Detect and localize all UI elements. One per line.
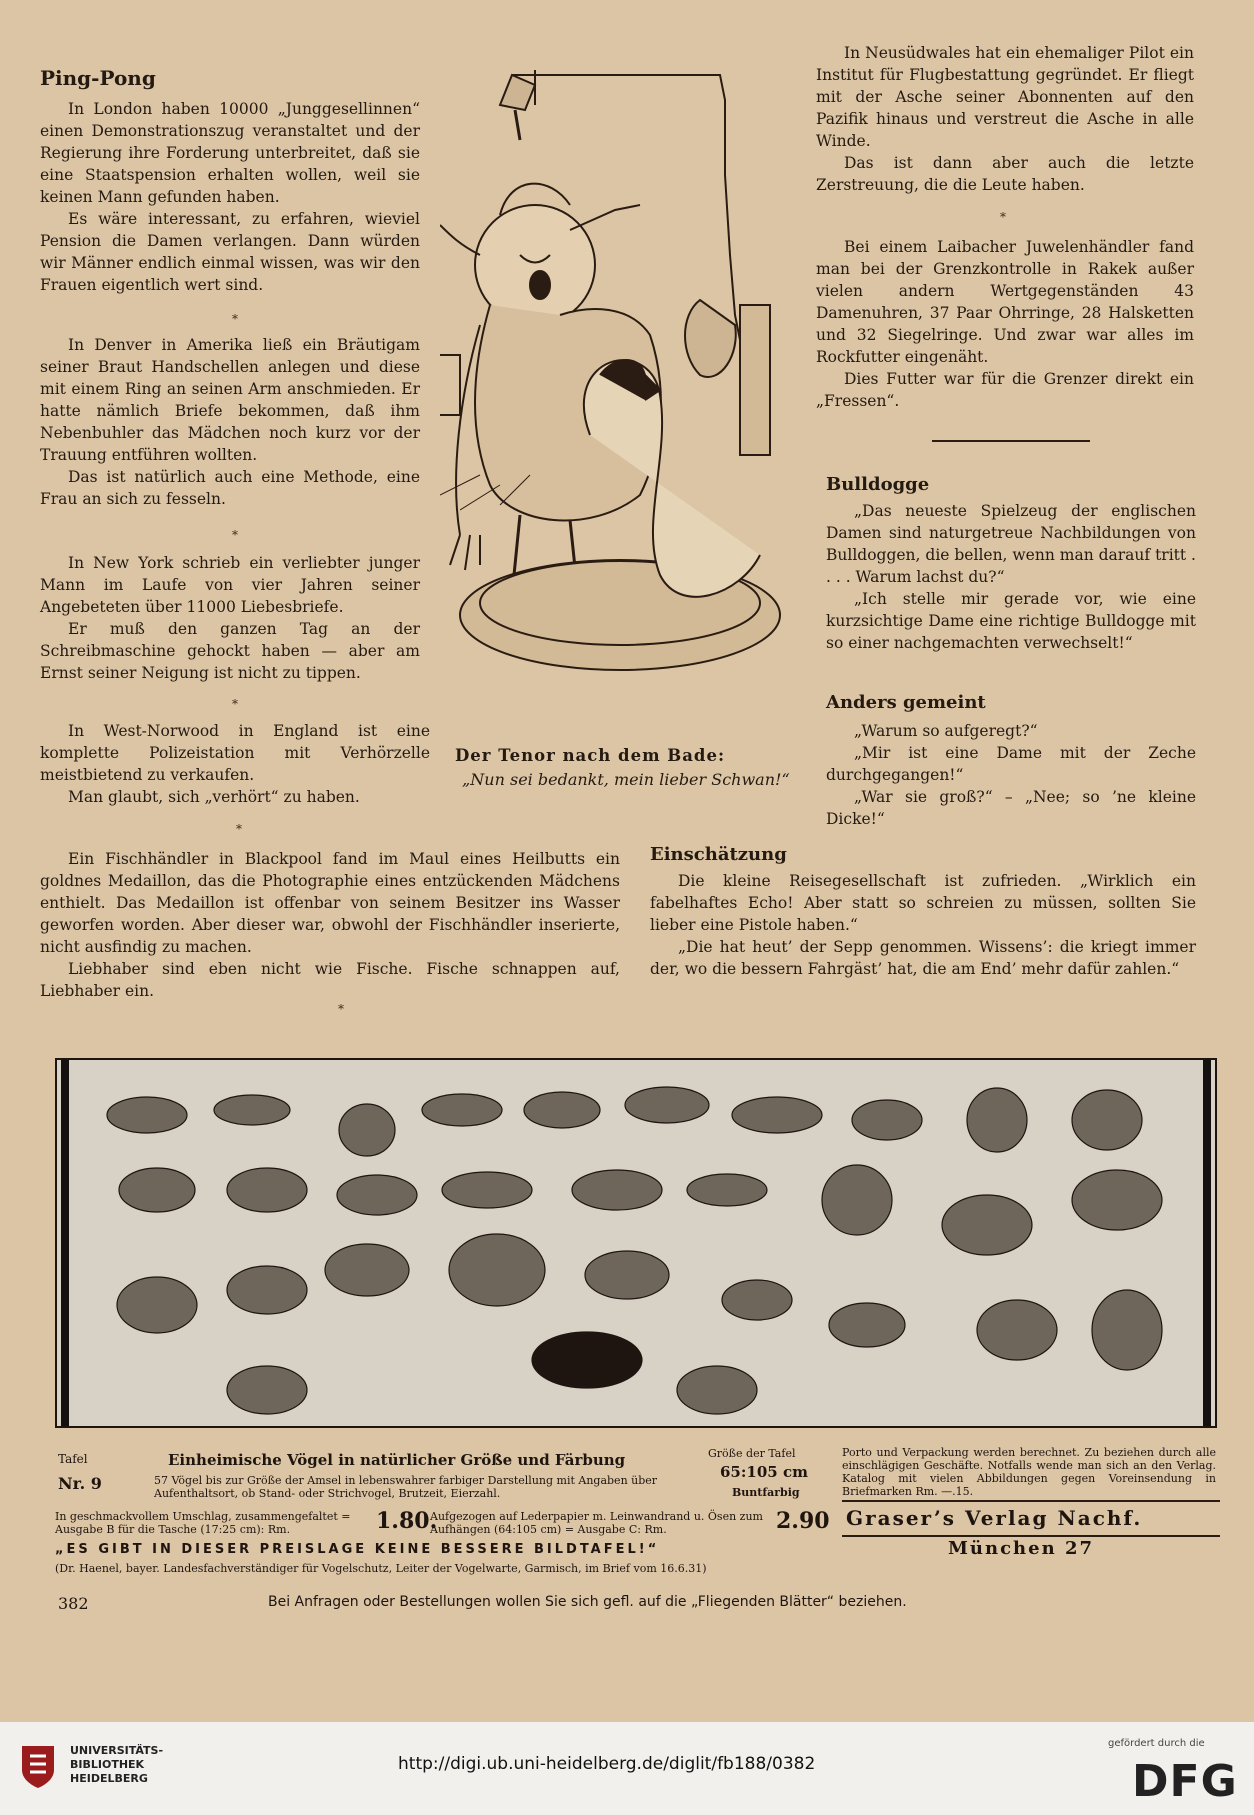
heading-anders-gemeint: Anders gemeint xyxy=(826,692,986,713)
tenor-illustration xyxy=(440,55,820,745)
university-seal-icon xyxy=(18,1742,58,1790)
separator-star: * xyxy=(1000,210,1006,224)
separator-star: * xyxy=(232,697,238,711)
paragraph: Er muß den ganzen Tag an der Schreibmaschine gehockt haben — aber am Ernst seiner Neigung ist nicht zu tippen. xyxy=(40,620,420,682)
einschaetzung-text xyxy=(650,870,1196,980)
column-3-laibach xyxy=(816,236,1194,412)
funding-note: gefördert durch die xyxy=(1108,1738,1205,1749)
column-1-top xyxy=(40,98,420,296)
birds-illustration xyxy=(67,1060,1207,1426)
heading-bulldogge: Bulldogge xyxy=(826,474,930,495)
paragraph: Das ist natürlich auch eine Methode, eine Frau an sich zu fesseln. xyxy=(40,468,420,508)
column-3-bulldogge xyxy=(826,500,1196,654)
library-line: HEIDELBERG xyxy=(70,1772,148,1785)
caption-text: „Nun sei bedankt, mein lieber Schwan!“ xyxy=(462,770,790,789)
dfg-logo: DFG xyxy=(1132,1756,1238,1807)
tafel-number: Nr. 9 xyxy=(58,1474,102,1493)
edition-c: Aufgezogen auf Lederpapier m. Leinwandrand u. Ösen zum Aufhängen (64:105 cm) = Ausgabe C: Rm. xyxy=(430,1510,763,1536)
separator-star: * xyxy=(232,528,238,542)
paragraph: „Die hat heut’ der Sepp genommen. Wissens’: die kriegt immer der, wo die bessern Fahrgäst’ hat, die am End’ mehr dafür zahlen.“ xyxy=(650,938,1196,978)
paragraph: In West-Norwood in England ist eine komplette Polizeistation mit Verhörzelle meistbietend zu verkaufen. xyxy=(40,722,430,784)
colour-note: Buntfarbig xyxy=(732,1486,800,1499)
library-line: UNIVERSITÄTS- xyxy=(70,1744,164,1757)
heading-ping-pong: Ping-Pong xyxy=(40,66,156,90)
column-1-denver xyxy=(40,334,420,510)
paragraph: „War sie groß?“ – „Nee; so ’ne kleine Dicke!“ xyxy=(826,788,1196,828)
price-c: 2.90 xyxy=(776,1508,830,1534)
paragraph: Bei einem Laibacher Juwelenhändler fand man bei der Grenzkontrolle in Rakek außer vielen andern Wertgegenständen 43 Damenuhren, 37 Paar Ohrringe, 28 Halsketten und 32 Siegelringe. Und zwar war alles im Rockfutter eingenäht. xyxy=(816,238,1194,366)
column-3-anders xyxy=(826,720,1196,830)
digitization-footer xyxy=(0,1722,1254,1815)
page-number: 382 xyxy=(58,1594,89,1613)
column-3-top xyxy=(816,42,1194,196)
paragraph: Es wäre interessant, zu erfahren, wieviel Pension die Damen verlangen. Dann würden wir Männer endlich einmal wissen, was wir den Frauen eigentlich wert sind. xyxy=(40,210,420,294)
ad-slogan: „ES GIBT IN DIESER PREISLAGE KEINE BESSERE BILDTAFEL!“ xyxy=(55,1542,660,1557)
paragraph: Liebhaber sind eben nicht wie Fische. Fische schnappen auf, Liebhaber ein. xyxy=(40,960,620,1000)
paragraph: „Ich stelle mir gerade vor, wie eine kurzsichtige Dame eine richtige Bulldogge mit so einer nachgemachten verwechselt!“ xyxy=(826,590,1196,652)
publisher-city: München 27 xyxy=(948,1538,1094,1559)
price-b: 1.80. xyxy=(376,1508,438,1534)
ad-title: Einheimische Vögel in natürlicher Größe und Färbung xyxy=(168,1451,626,1469)
paragraph: Das ist dann aber auch die letzte Zerstreuung, die die Leute haben. xyxy=(816,154,1194,194)
paragraph: „Das neueste Spielzeug der englischen Damen sind naturgetreue Nachbildungen von Bulldoggen, die bellen, wenn man darauf tritt . . . . Warum lachst du?“ xyxy=(826,502,1196,586)
paragraph: In Neusüdwales hat ein ehemaliger Pilot ein Institut für Flugbestattung gegründet. Er fliegt mit der Asche seiner Abonnenten auf den Pazifik hinaus und verstreut die Asche in alle Winde. xyxy=(816,44,1194,150)
paragraph: In Denver in Amerika ließ ein Bräutigam seiner Braut Handschellen anlegen und diese mit einem Ring an seinen Arm anschmieden. Er hatte nämlich Briefe bekommen, daß ihm Nebenbuhler das Mädchen noch kurz vor der Trauung entführen wollten. xyxy=(40,336,420,464)
library-name xyxy=(70,1744,163,1786)
library-line: BIBLIOTHEK xyxy=(70,1758,145,1771)
paragraph: In London haben 10000 „Junggesellinnen“ einen Demonstrationszug veranstaltet und der Regierung ihre Forderung unterbreitet, daß sie eine Staatspension erhalten wollen, weil sie keinen Mann gefunden haben. xyxy=(40,100,420,206)
publisher-rule xyxy=(842,1535,1220,1537)
column-1-newyork xyxy=(40,552,420,684)
ad-description: 57 Vögel bis zur Größe der Amsel in lebenswahrer farbiger Darstellung mit Angaben über Aufenthaltsort, ob Stand- oder Strichvogel, Brutzeit, Eierzahl. xyxy=(154,1474,658,1500)
separator-star: * xyxy=(236,822,242,836)
size-label: Größe der Tafel xyxy=(708,1447,796,1460)
divider xyxy=(932,440,1090,442)
ad-quote: (Dr. Haenel, bayer. Landesfachverständiger für Vogelschutz, Leiter der Vogelwarte, Garmisch, im Brief vom 16.6.31) xyxy=(55,1562,707,1575)
column-1-westnorwood xyxy=(40,720,430,808)
paragraph: „Mir ist eine Dame mit der Zeche durchgegangen!“ xyxy=(826,744,1196,784)
publisher: Graser’s Verlag Nachf. xyxy=(846,1506,1143,1530)
edition-b: In geschmackvollem Umschlag, zusammengefaltet = Ausgabe B für die Tasche (17:25 cm): Rm. xyxy=(55,1510,351,1536)
column-1-fischhaendler xyxy=(40,848,620,1002)
separator-star: * xyxy=(232,312,238,326)
publisher-rule xyxy=(842,1500,1220,1502)
paragraph: Die kleine Reisegesellschaft ist zufrieden. „Wirklich ein fabelhaftes Echo! Aber statt so schreien zu müssen, sollten Sie lieber eine Pistole haben.“ xyxy=(650,872,1196,934)
paragraph: Ein Fischhändler in Blackpool fand im Maul eines Heilbutts ein goldnes Medaillon, das die Photographie eines entzückenden Mädchens enthielt. Das Medaillon ist offenbar von seinem Besitzer ins Wasser geworfen worden. Aber dieser war, obwohl der Fischhändler inserierte, nicht ausfindig zu machen. xyxy=(40,850,620,956)
paragraph: Man glaubt, sich „verhört“ zu haben. xyxy=(68,788,360,806)
tafel-label: Tafel xyxy=(58,1452,88,1466)
bird-plate-image xyxy=(55,1058,1217,1428)
paragraph: Dies Futter war für die Grenzer direkt ein „Fressen“. xyxy=(816,370,1194,410)
size-value: 65:105 cm xyxy=(720,1463,808,1481)
bottom-note: Bei Anfragen oder Bestellungen wollen Sie sich gefl. auf die „Fliegenden Blätter“ beziehen. xyxy=(268,1594,907,1610)
heading-einschaetzung: Einschätzung xyxy=(650,844,787,865)
permalink-url[interactable]: http://digi.ub.uni-heidelberg.de/diglit/fb188/0382 xyxy=(398,1754,816,1774)
paragraph: In New York schrieb ein verliebter junger Mann im Laufe von vier Jahren seiner Angebeteten über 11000 Liebesbriefe. xyxy=(40,554,420,616)
porto-note: Porto und Verpackung werden berechnet. Zu beziehen durch alle einschlägigen Geschäfte. Notfalls wende man sich an den Verlag. Katalog mit vielen Abbildungen gegen Voreinsendung in Briefmarken Rm. —.15. xyxy=(842,1446,1216,1498)
separator-star: * xyxy=(338,1002,344,1016)
paragraph: „Warum so aufgeregt?“ xyxy=(854,722,1038,740)
caption-title: Der Tenor nach dem Bade: xyxy=(455,746,726,765)
